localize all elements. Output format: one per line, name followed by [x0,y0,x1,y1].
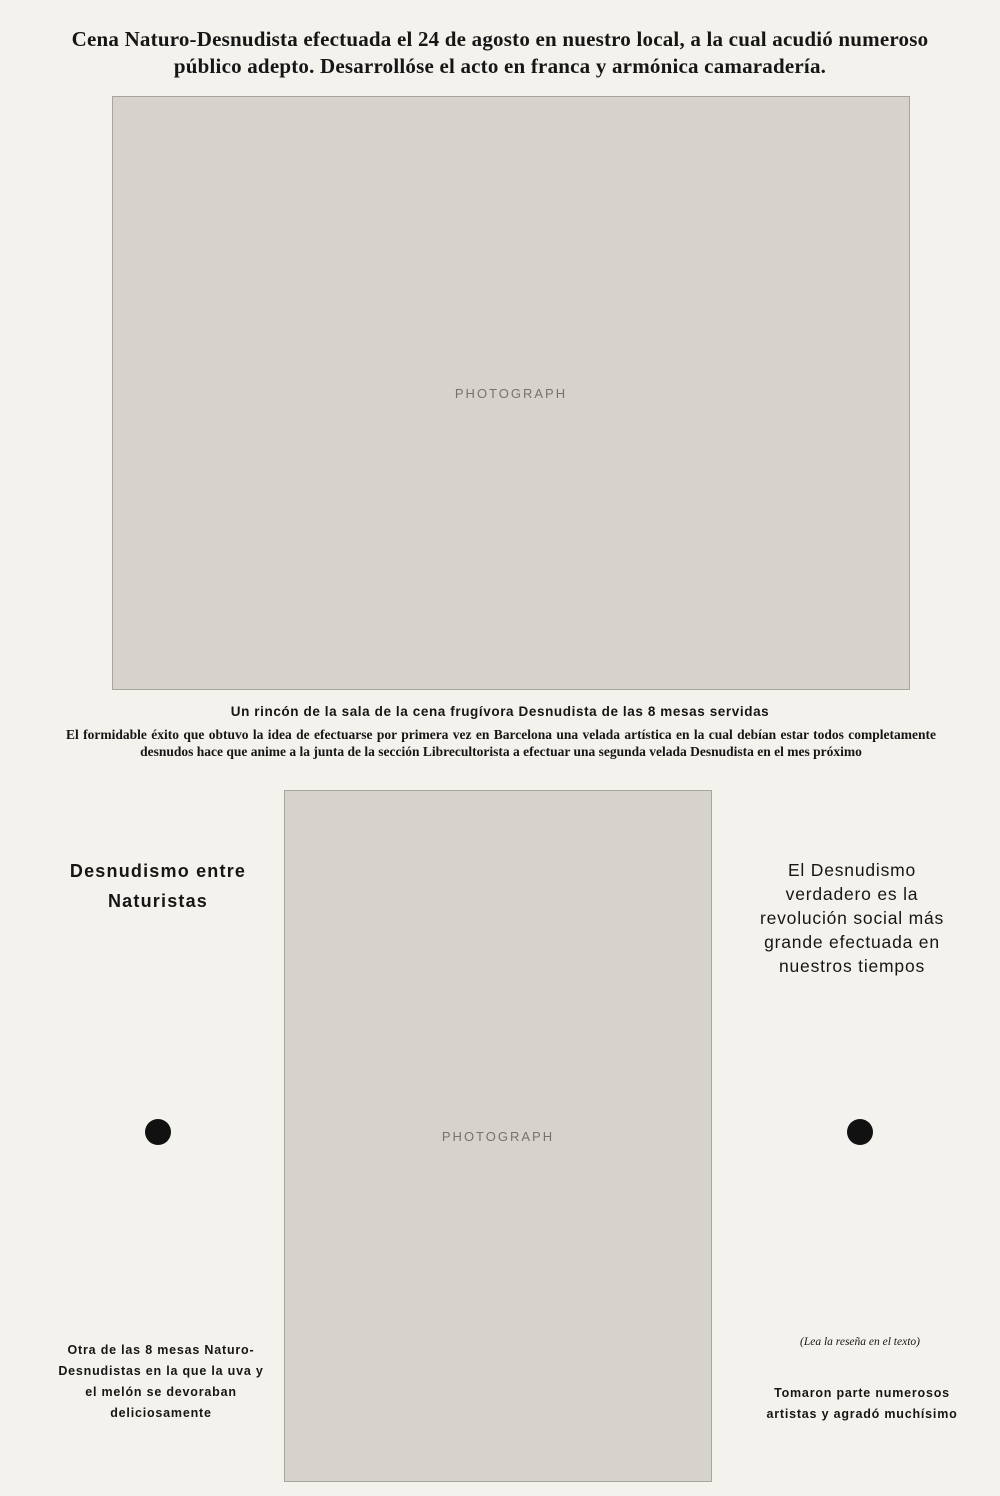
bullet-dot-icon [145,1119,171,1145]
photo-label: PHOTOGRAPH [454,385,568,401]
photo-caption-title: Un rincón de la sala de la cena frugívora Desnudista de las 8 mesas servidas [230,704,770,719]
photo-caption-body: El formidable éxito que obtuvo la idea de efectuarse por primera vez en Barcelona una velada artística en la cual debían estar todos completamente desnudos hace que anime a la junta de la sección Librecultorista a efectuar una segunda velada Desnudista en el mes próximo [66,727,936,759]
section-title: Desnudismo entre Naturistas [69,861,247,911]
bullet-dot-icon [847,1119,873,1145]
caption-left: Otra de las 8 mesas Naturo-Desnudistas en la que la uva y el melón se devoraban deliciosamente [58,1343,264,1420]
page-headline: Cena Naturo-Desnudista efectuada el 24 de agosto en nuestro local, a la cual acudió numeroso público adepto. Desarrollóse el acto en franca y armónica camaradería. [71,27,929,78]
reference-note: (Lea la reseña en el texto) [800,1336,920,1348]
caption-right: Tomaron parte numerosos artistas y agradó muchísimo [766,1386,958,1421]
pull-quote: El Desnudismo verdadero es la revolución social más grande efectuada en nuestros tiempos [759,860,945,976]
second-table-photo-placeholder [284,790,712,1482]
photo-label: PHOTOGRAPH [441,1128,555,1144]
dinner-photo-placeholder [112,96,910,690]
